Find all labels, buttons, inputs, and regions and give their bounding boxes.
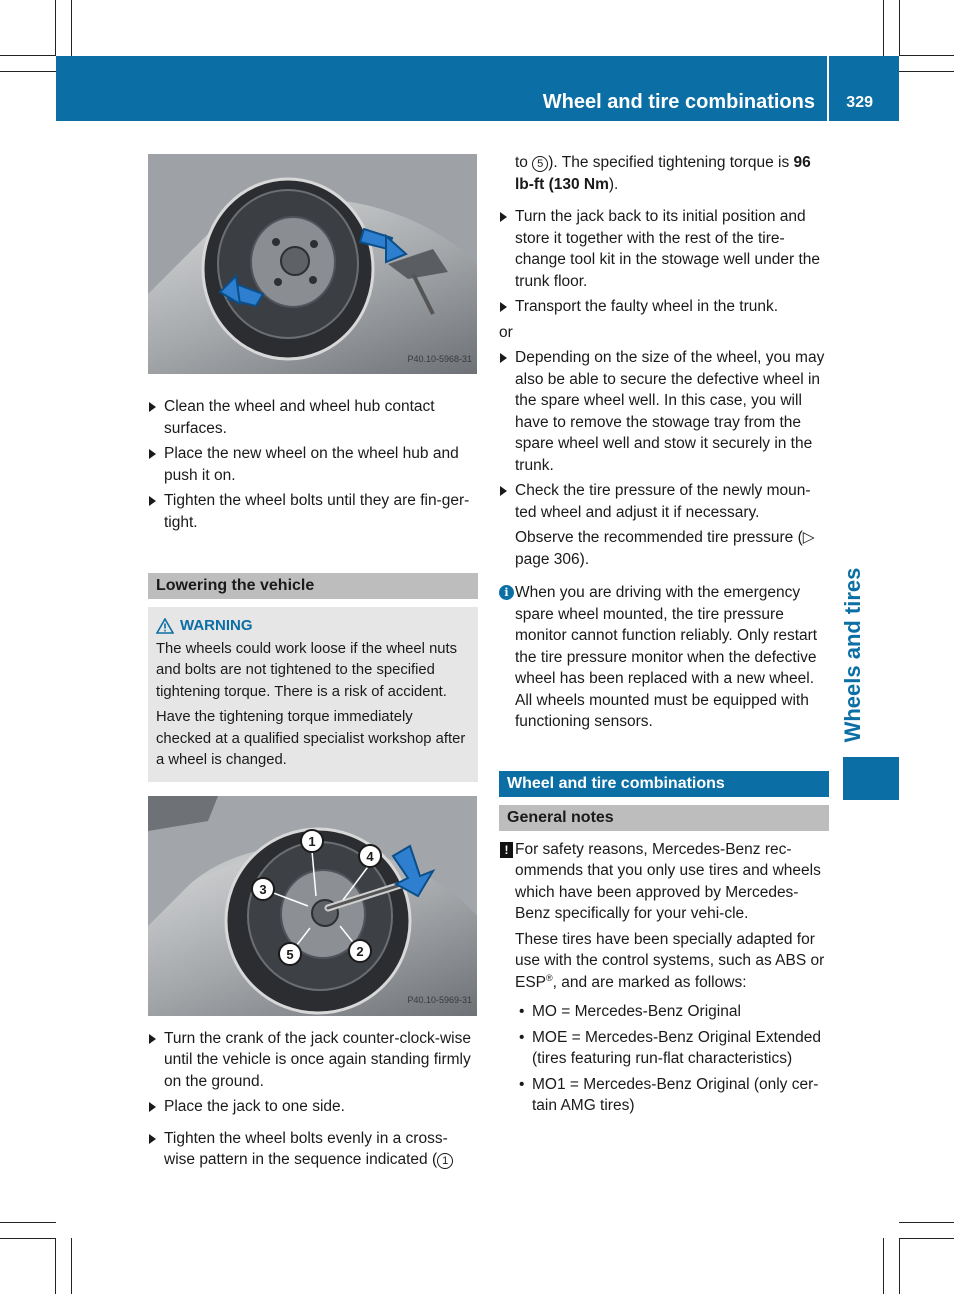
observe-close: ). bbox=[579, 550, 590, 568]
page-header bbox=[56, 56, 899, 121]
figure-caption: P40.10-5969-31 bbox=[407, 995, 472, 1005]
marker-4 bbox=[359, 845, 381, 867]
crop-mark bbox=[883, 0, 884, 56]
crop-mark bbox=[71, 0, 72, 56]
crop-mark bbox=[899, 1238, 954, 1239]
chapter-tab-marker bbox=[843, 757, 899, 800]
marker-1-label: 1 bbox=[308, 833, 316, 849]
crop-mark bbox=[0, 55, 56, 56]
step-item: Turn the crank of the jack counter-clock-wise until the vehicle is once again standing firmly on the ground. bbox=[148, 1028, 478, 1093]
header-divider bbox=[827, 56, 829, 121]
or-text: or bbox=[499, 323, 513, 341]
crop-mark bbox=[71, 1238, 72, 1294]
adapted-text bbox=[499, 929, 829, 994]
marker-5 bbox=[279, 943, 301, 965]
header-title: Wheel and tire combinations bbox=[542, 91, 815, 113]
cont-prefix: to bbox=[515, 154, 533, 171]
page-number: 329 bbox=[846, 94, 873, 111]
left-column bbox=[148, 154, 478, 1175]
wheel-jack-illustration bbox=[148, 154, 477, 374]
page-reference-link[interactable]: ▷ page 306 bbox=[515, 529, 815, 568]
step-item: Transport the faulty wheel in the trunk. bbox=[499, 296, 829, 318]
chapter-tab-text: Wheels and tires bbox=[840, 567, 865, 743]
bolt-sequence-illustration bbox=[148, 796, 477, 1016]
step-item bbox=[148, 1128, 478, 1171]
cont-text: ). The specified tightening torque is bbox=[548, 154, 794, 171]
warning-text: Have the tightening torque immediately checked at a qualified specialist workshop after a wheel is changed. bbox=[156, 709, 466, 768]
marker-2-label: 2 bbox=[356, 943, 364, 959]
torque-value: 96 lb-ft (130 Nm bbox=[515, 154, 811, 193]
crop-mark bbox=[55, 1238, 56, 1294]
warning-text: The wheels could work loose if the wheel nuts and bolts are not tightened to the specified tightening torque. There is a risk of accident. bbox=[156, 640, 458, 700]
continued-text bbox=[499, 152, 829, 195]
figure-wheel-jack bbox=[148, 154, 477, 374]
section-heading-lowering: Lowering the vehicle bbox=[148, 573, 478, 599]
section-heading-general-notes: General notes bbox=[499, 805, 829, 831]
cont-close: ). bbox=[608, 175, 619, 193]
warning-box bbox=[148, 607, 478, 782]
callout-number: 5 bbox=[532, 156, 548, 172]
step-item: Tighten the wheel bolts until they are fin-ger-tight. bbox=[148, 490, 478, 533]
safety-note-text: For safety reasons, Mercedes-Benz rec-ommends that you only use tires and wheels which have been approved by Mercedes-Benz specifically for your vehi-cle. bbox=[515, 840, 821, 922]
info-note bbox=[499, 582, 829, 733]
marker-1 bbox=[301, 830, 323, 852]
marking-item: • MO1 = Mercedes-Benz Original (only cer-tain AMG tires) bbox=[499, 1074, 829, 1117]
safety-note bbox=[499, 839, 829, 925]
warning-title bbox=[156, 615, 470, 637]
figure-bolt-sequence bbox=[148, 796, 477, 1016]
warning-label: WARNING bbox=[180, 617, 253, 634]
warning-triangle-icon bbox=[156, 618, 174, 634]
step-item: Place the jack to one side. bbox=[148, 1096, 478, 1118]
crop-mark bbox=[899, 1238, 900, 1294]
step-item: Turn the jack back to its initial position and store it together with the rest of the tire-change tool kit in the stowage well under the trunk floor. bbox=[499, 206, 829, 292]
marker-2 bbox=[349, 940, 371, 962]
crop-mark bbox=[899, 1222, 954, 1223]
marker-3-label: 3 bbox=[259, 881, 267, 897]
exclamation-icon: ! bbox=[500, 842, 513, 858]
marker-5-label: 5 bbox=[286, 946, 294, 962]
crop-mark bbox=[899, 71, 954, 72]
crop-mark bbox=[899, 0, 900, 56]
step-item: Depending on the size of the wheel, you may also be able to secure the defective wheel in the spare wheel well. In this case, you will have to remove the stowage tray from the spare wheel well and stow it securely in the trunk. bbox=[499, 347, 829, 476]
observe-text bbox=[499, 527, 829, 570]
step-item: Place the new wheel on the wheel hub and push it on. bbox=[148, 443, 478, 486]
section-heading-combinations: Wheel and tire combinations bbox=[499, 771, 829, 797]
crop-mark bbox=[0, 71, 56, 72]
callout-number: 1 bbox=[437, 1153, 453, 1169]
step-text: Tighten the wheel bolts evenly in a cross-wise pattern in the sequence indicated ( bbox=[164, 1129, 448, 1168]
chapter-tab-label bbox=[828, 560, 878, 750]
adapted-prefix: These tires have been specially adapted for use with the control systems, such as ABS or ESP bbox=[515, 930, 825, 991]
crop-mark bbox=[883, 1238, 884, 1294]
figure-caption: P40.10-5968-31 bbox=[407, 353, 472, 364]
crop-mark bbox=[55, 0, 56, 56]
adapted-tail: , and are marked as follows: bbox=[552, 973, 747, 991]
observe-prefix: Observe the recommended tire pressure ( bbox=[515, 529, 803, 546]
step-item: Check the tire pressure of the newly moun-ted wheel and adjust it if necessary. bbox=[499, 480, 829, 523]
right-column bbox=[499, 152, 829, 1121]
crop-mark bbox=[0, 1238, 56, 1239]
step-item: Clean the wheel and wheel hub contact surfaces. bbox=[148, 396, 478, 439]
marker-3 bbox=[252, 878, 274, 900]
marking-item: • MO = Mercedes-Benz Original bbox=[499, 1001, 829, 1023]
registered-mark: ® bbox=[546, 972, 553, 983]
crop-mark bbox=[899, 55, 954, 56]
info-note-text: When you are driving with the emergency spare wheel mounted, the tire pressure monitor cannot function reliably. Only restart the tire pressure monitor when the defective wheel has been replaced with a new wheel. All wheels mounted must be equipped with functioning sensors. bbox=[515, 584, 818, 730]
marker-4-label: 4 bbox=[366, 848, 374, 864]
crop-mark bbox=[0, 1222, 56, 1223]
info-icon: i bbox=[499, 585, 514, 600]
marking-item: • MOE = Mercedes-Benz Original Extended (tires featuring run-flat characteristics) bbox=[499, 1027, 829, 1070]
